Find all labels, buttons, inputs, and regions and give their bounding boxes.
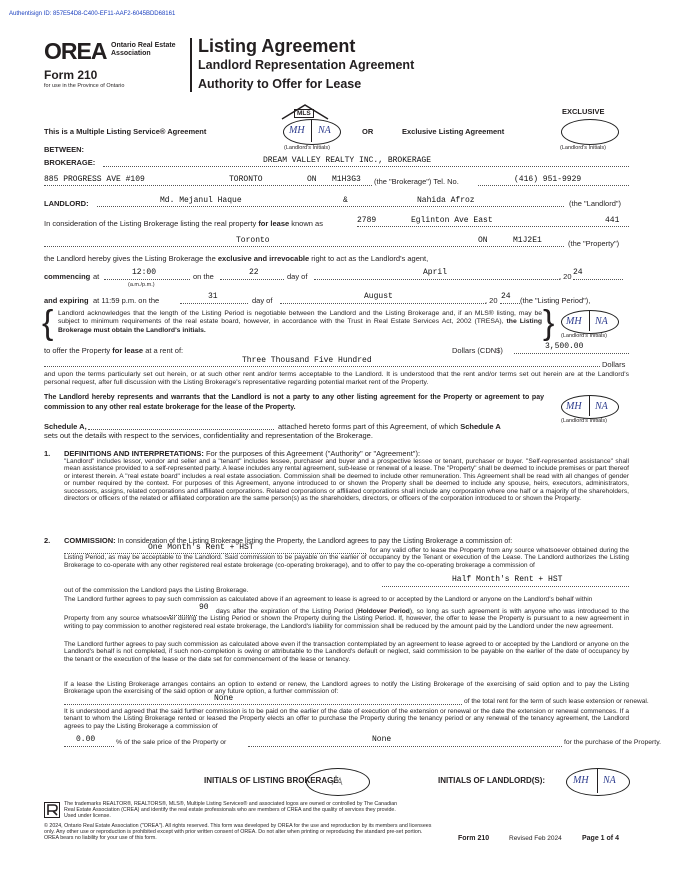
property-unit[interactable]: 441 (605, 216, 620, 225)
brokerage-address[interactable]: 885 PROGRESS AVE #109 (44, 175, 145, 184)
section-2-number: 2. (44, 536, 51, 545)
listing-period-label: (the "Listing Period"), (520, 296, 591, 305)
property-postal[interactable]: M1J2E1 (513, 236, 542, 245)
or-label: OR (362, 127, 374, 136)
page-title: Listing Agreement (198, 36, 356, 56)
start-on-the: on the (193, 272, 214, 281)
acknowledge-initials-divider (589, 311, 590, 331)
section-2-c9: % of the sale price of the Property or (116, 739, 227, 746)
landlord-suffix: (the "Landlord") (569, 199, 622, 208)
brokerage-phone[interactable]: (416) 951-9929 (514, 175, 582, 184)
exclusive-initials-caption: (Landlord's Initials) (560, 145, 606, 151)
mls-initials-caption: (Landlord's Initials) (284, 145, 330, 151)
form-number: Form 210 (44, 68, 98, 82)
landlord-initials-divider (597, 769, 598, 793)
acknowledge-text (58, 310, 542, 335)
end-year-prefix: , 20 (485, 296, 498, 305)
schedule-line (44, 422, 87, 431)
exclusive-initials-oval[interactable] (561, 119, 619, 145)
acknowledge-initials-caption: (Landlord's Initials) (561, 333, 607, 339)
acknowledge-body: Landlord acknowledges that the length of the Listing Period is negotiable between the Landlord and the Listing Brokerage and, if an MLS® listing, may be subject to minimum requirements of the real estate board, however, in accordance with the Trust in Real Estate Services Act, 2002 (TRESA), (58, 310, 542, 326)
end-month[interactable]: August (364, 292, 393, 301)
mls-initials-divider (311, 120, 312, 142)
schedule-text-2: sets out the details with respect to the services, confidentiality and representation of the Brokerage. (44, 431, 373, 440)
acknowledge-brace-right: } (543, 304, 555, 342)
section-2-c10: for the purchase of the Property. (564, 739, 661, 746)
commencing-label: commencing (44, 272, 91, 281)
acknowledge-bold: the Listing Brokerage must obtain the Landlord's initials. (58, 318, 542, 334)
footer-revised: Revised Feb 2024 (509, 835, 562, 842)
initials-brokerage-label: INITIALS OF LISTING BROKERAGE: (204, 776, 342, 785)
property-intro-bold: for lease (258, 219, 290, 228)
orea-logo (44, 38, 106, 65)
footer-initials-1: MH (573, 775, 589, 786)
property-suffix: (the "Property") (568, 239, 620, 248)
brokerage-initials-mark-icon (330, 773, 344, 787)
holdover-days[interactable]: 90 (199, 603, 209, 612)
property-intro-text: In consideration of the Listing Brokerage listing the real property (44, 219, 257, 228)
commencing-at: at (93, 272, 100, 281)
end-year[interactable]: 24 (501, 292, 511, 301)
grant-text-bold: exclusive and irrevocable (217, 254, 310, 263)
mls-initials-1: MH (289, 125, 305, 136)
footer-form: Form 210 (458, 835, 490, 842)
exclusive-title: EXCLUSIVE (562, 107, 605, 116)
schedule-text-main: attached hereto forms part of this Agreement, of which (278, 422, 459, 431)
section-2-c8: It is understood and agreed that the said further commission is to be paid on the earlier of the date of execution of the extension or renewal or the date the extension or renewal commences. If a tenant to whom the Listing Brokerage rented or leased the Property elects an offer to purchase the Property during the tenancy period or any renewal of the tenancy agreement, the Landlord agrees to pay the Listing Brokerage a commission of (64, 708, 629, 730)
realtor-logo-icon (44, 802, 60, 818)
landlord-and: & (343, 196, 348, 205)
brokerage-province[interactable]: ON (307, 175, 317, 184)
rent-amount[interactable]: 3,500.00 (545, 342, 584, 351)
property-intro (44, 219, 323, 228)
rent-intro (44, 346, 183, 355)
c4-text-c: ), so long as such agreement is with anyone who was introduced to the Property from any source whatsoever during the Listing Period or shown the Property during the Listing Period. If, however, the offer to lease the Property is pursuant to a new agreement in writing to pay commission to another registered real estate brokerage, the Landlord's liability for commission shall be reduced by the amount paid by the Landlord under the new agreement. (64, 608, 629, 630)
warranty-initials-2: NA (595, 401, 608, 412)
grant-text-1: the Landlord hereby gives the Listing Brokerage the (44, 254, 216, 263)
property-grant (44, 254, 428, 263)
grant-text-2: right to act as the Landlord's agent, (311, 254, 429, 263)
section-2-c3: The Landlord further agrees to pay such commission as calculated above if an agreement to lease is agreed to or accepted by the Landlord or anyone on the Landlord's behalf within (64, 596, 593, 603)
brokerage-suffix: (the "Brokerage") Tel. No. (374, 177, 459, 186)
brokerage-name[interactable]: DREAM VALLEY REALTY INC., BROKERAGE (263, 156, 432, 165)
warranty-text: The Landlord hereby represents and warrants that the Landlord is not a party to any other listing agreement for the Property or agreement to pay commission to any other real estate brokerage for the lease of the Property. (44, 394, 544, 411)
start-month[interactable]: April (423, 268, 448, 277)
section-2-c7: of the total rent for the term of such lease extension or renewal. (464, 698, 649, 705)
brokerage-label: BROKERAGE: (44, 158, 96, 167)
section-2-lead: In consideration of the Listing Brokerage listing the Property, the Landlord agrees to pay the Listing Brokerage a commission of: (117, 538, 513, 545)
start-year-prefix: , 20 (559, 272, 572, 281)
exclusive-agreement-label: Exclusive Listing Agreement (402, 127, 505, 136)
rent-amount-words[interactable]: Three Thousand Five Hundred (242, 356, 372, 365)
section-1-lead: For the purposes of this Agreement ("Authority" or "Agreement"): (205, 449, 421, 458)
mls-agreement-label: This is a Multiple Listing Service® Agreement (44, 127, 207, 136)
rent-dollars: Dollars (602, 360, 626, 369)
section-2-c6: If a lease the Listing Brokerage arranges contains an option to extend or renew, the Landlord agrees to notify the Listing Brokerage of the exercising of said option and to pay the Listing Brokerage upon the exercising of the said option or any future option, a further commission of: (64, 681, 629, 696)
copyright-text: © 2024, Ontario Real Estate Association ("OREA"). All rights reserved. This form was developed by OREA for the use and reproduction by its members and licensees only. Any other use or reproduction is prohibited except with prior written consent of OREA. Do not alter when printing or reproducing the standard pre-set portion. OREA bears no liability for your use of this form. (44, 823, 432, 842)
section-2-c1: for any valid offer to lease the Property from any source whatsoever obtained during the Listing Period, as may be acceptable to the Landlord. Said commission to be payable on the earlier of occupancy by the Tenant or execution of the Lease. The Landlord authorizes the Listing Brokerage to co-operate with any other registered real estate brokerage (co-operating brokerage), and to offer to pay the co-operating brokerage a commission of (64, 547, 629, 569)
end-day-of: day of (252, 296, 273, 305)
acknowledge-initials-1: MH (566, 316, 582, 327)
section-1-number: 1. (44, 449, 51, 458)
between-label: BETWEEN: (44, 145, 84, 154)
section-1-heading (64, 449, 420, 458)
property-city[interactable]: Toronto (236, 236, 270, 245)
property-intro-tail: known as (291, 219, 323, 228)
footer-page: Page 1 of 4 (582, 835, 619, 842)
start-day-of: day of (287, 272, 308, 281)
landlord-2-name[interactable]: Nahida Afroz (417, 196, 475, 205)
initials-landlord-label: INITIALS OF LANDLORD(S): (438, 776, 546, 785)
ampm-note: (a.m./p.m.) (128, 282, 155, 288)
rent-intro-bold: for lease (112, 346, 144, 355)
schedule-text-bold: Schedule A (460, 422, 501, 431)
landlord-1-name[interactable]: Md. Mejanul Haque (160, 196, 242, 205)
warranty-initials-caption: (Landlord's Initials) (561, 418, 607, 424)
landlord-label: LANDLORD: (44, 199, 89, 208)
start-time[interactable]: 12:00 (132, 268, 157, 277)
sale-percent[interactable]: 0.00 (76, 735, 96, 744)
warranty-initials-divider (589, 396, 590, 416)
expiring-label: and expiring (44, 296, 89, 305)
acknowledge-brace-left: { (42, 304, 54, 342)
footer-initials-2: NA (603, 775, 616, 786)
schedule-label: Schedule A, (44, 422, 87, 431)
c4-text-a: days after the expiration of the Listing Period ( (216, 608, 358, 615)
brokerage-city[interactable]: TORONTO (229, 175, 263, 184)
mls-logo-text: MLS (294, 109, 314, 118)
warranty-initials-1: MH (566, 401, 582, 412)
section-1-body: "Landlord" includes lessor, vendor and seller and a "tenant" includes lessee, purchaser and buyer and a prospective lessee or tenant, purchaser or buyer. "Self-represented assistance" shall mean assistance provided to a self-represented party. A lease includes any rental agreement, sub-lease or renewal of a lease. The "Property" shall be deemed to include premises or part thereof or interest therein. A "real estate board" includes a real estate association. Commission shall be deemed to include other remuneration. This Agreement shall be read with all changes of gender or number required by the context. For purposes of this Agreement, anyone introduced to or shown the Property shall be deemed to include any spouse, heirs, executors, administrators, successors, assigns, related corporations and affiliated corporations. Related corporations or affiliated corporations shall include any corporation where one half or a majority of the shareholders, directors or officers of the related or affiliated corporation are the same person(s) as the shareholders, directors, or officers of the corporation introduced to or shown the Property. (64, 458, 629, 503)
c4-text-bold: Holdover Period (357, 608, 410, 615)
schedule-text (278, 422, 501, 431)
property-street-name[interactable]: Eglinton Ave East (411, 216, 493, 225)
brokerage-postal[interactable]: M1H3G3 (332, 175, 361, 184)
rent-currency-label: Dollars (CDN$) (452, 346, 503, 355)
commission-amount[interactable]: One Month's Rent + HST (148, 543, 254, 552)
acknowledge-initials-2: NA (595, 316, 608, 327)
coop-commission[interactable]: Half Month's Rent + HST (452, 575, 563, 584)
logo-sub-line-2: Association (111, 50, 151, 57)
mls-initials-2: NA (318, 125, 331, 136)
start-day[interactable]: 22 (249, 268, 259, 277)
page-subtitle-2: Authority to Offer for Lease (198, 77, 362, 91)
property-street-number[interactable]: 2789 (357, 216, 377, 225)
section-1-heading-text: DEFINITIONS AND INTERPRETATIONS: (64, 449, 204, 458)
authentisign-id: Authentisign ID: 857E54D8-C400-EF11-AAF2-6045BDD68161 (9, 11, 176, 17)
section-2-c2: out of the commission the Landlord pays the Listing Brokerage. (64, 587, 249, 594)
form-note: for use in the Province of Ontario (44, 83, 125, 89)
property-province[interactable]: ON (478, 236, 488, 245)
rent-terms: and upon the terms particularly set out herein, or at such other rent and/or terms acceptable to the Landlord. It is understood that the rent and/or terms set out herein are at the Landlord's personal request, after full discussion with the Listing Brokerage's representative regarding potential market rent of the Property. (44, 371, 629, 386)
page-subtitle-1: Landlord Representation Agreement (198, 58, 415, 72)
section-2-c5: The Landlord further agrees to pay such commission as calculated above even if the transaction contemplated by an agreement to lease agreed to or accepted by the Landlord or anyone on the Landlord's behalf is not completed, if such non-completion is owing or attributable to the Landlord's default or neglect, said commission to be payable on the earlier of the date of occupancy by the tenant or the execution of the lease or the date set for commencement of the lease or tenancy. (64, 641, 629, 663)
section-2-heading-text: COMMISSION: (64, 536, 116, 545)
renewal-commission[interactable]: None (214, 694, 234, 703)
orea-logo-sub (111, 42, 176, 58)
orea-logo-text: OREA (44, 38, 107, 64)
rent-intro-tail: at a rent of: (145, 346, 184, 355)
section-2-heading (64, 536, 512, 545)
section-2-c4 (64, 608, 629, 630)
logo-sub-line-1: Ontario Real Estate (111, 42, 176, 49)
rent-intro-text: to offer the Property (44, 346, 111, 355)
end-day[interactable]: 31 (208, 292, 218, 301)
start-year[interactable]: 24 (573, 268, 583, 277)
sale-other[interactable]: None (372, 735, 392, 744)
trademark-text: The trademarks REALTOR®, REALTORS®, MLS®, Multiple Listing Services® and associated logos are owned or controlled by The Canadian Real Estate Association (CREA) and identify the real estate professionals who are members of CREA and the quality of services they provide. Used under license. (64, 801, 398, 820)
expiring-time: at 11:59 p.m. on the (93, 296, 160, 305)
header-divider (190, 38, 192, 92)
